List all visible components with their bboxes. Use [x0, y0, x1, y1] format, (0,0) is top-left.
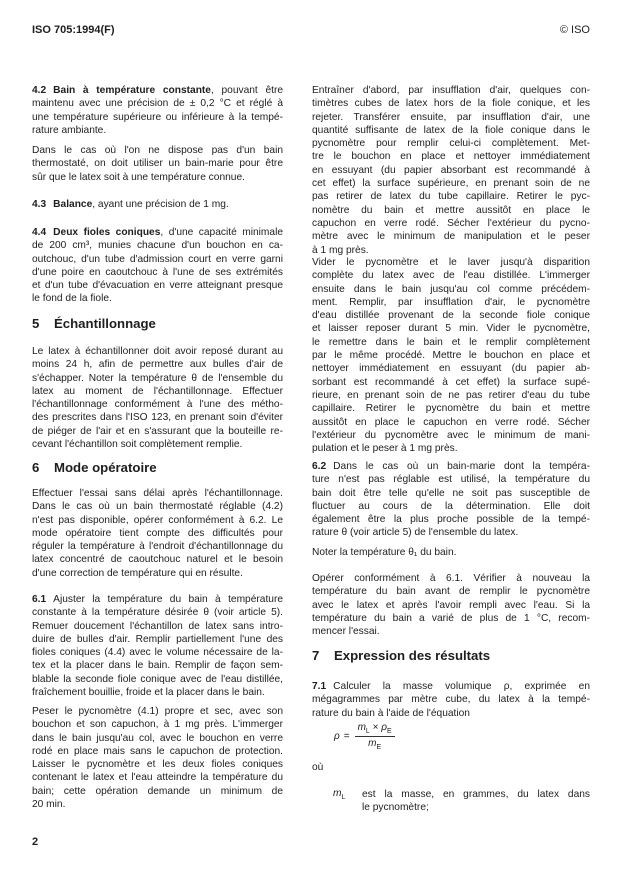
- text-line: pas retirer de latex du tube capillaire. Retirer le pyc-: [312, 191, 590, 203]
- text-line: de piéger de l'air et en s'assurant que la bouteille re-: [32, 425, 283, 437]
- text-line: température du bain a varié de plus de 1 °C, recom-: [312, 612, 590, 624]
- text-line: complète du latex avec de l'eau distillée. L'immerger: [312, 270, 590, 282]
- text-line: contenant le latex et l'eau atteindre la température du: [32, 772, 283, 784]
- text-line: [32, 226, 283, 239]
- clause-6-2-note: [312, 546, 590, 559]
- text-line: le remettre dans le bain et le remplir complètement: [312, 336, 590, 348]
- text-line: Le latex à échantillonner doit avoir reposé durant au: [32, 346, 283, 357]
- text-line: quantité suffisante de latex de la fiole conique dans le: [312, 124, 590, 136]
- text-line: avec le latex et après l'avoir rempli avec l'eau. Si la: [312, 599, 590, 611]
- heading-7: [312, 648, 490, 663]
- times-sign: ×: [372, 722, 379, 733]
- subscript: L: [365, 728, 370, 735]
- formula-fraction: [355, 722, 395, 751]
- clause-number: 7.1: [312, 681, 327, 692]
- text-line: [32, 198, 283, 211]
- section-6-text: [32, 487, 283, 580]
- text-line: sûr que le latex soit à une température connue.: [32, 171, 245, 183]
- definition-line: le pycnomètre;: [362, 802, 429, 814]
- clause-4-4: [32, 226, 283, 306]
- text-line: d'une poire en caoutchouc à l'une de ses extrémités: [32, 266, 283, 278]
- text-line: pulation et le peser à 1 mg près.: [312, 443, 458, 455]
- heading-title: Expression des résultats: [334, 648, 491, 663]
- text-line: d'une correction de température qui en résulte.: [32, 567, 243, 579]
- text-line: tre le bouchon en place et nettoyer immédiatement: [312, 151, 590, 163]
- text-line: latex au moment de l'échantillonnage. Effectuer: [32, 385, 283, 397]
- clause-number: 4.4: [32, 227, 47, 238]
- latex-filling-text: [312, 84, 590, 257]
- heading-title: Échantillonnage: [54, 316, 156, 331]
- text-line: Noter la température θ₁ du bain.: [312, 547, 457, 558]
- text-line: Laisser le pycnomètre et les deux fioles coniques: [32, 759, 283, 771]
- clause-title: Deux fioles coniques: [53, 227, 161, 238]
- text-line: Effectuer l'essai sans délai après l'échantillonnage.: [32, 488, 283, 499]
- text-line: Peser le pycnomètre (4.1) propre et sec, avec son: [32, 706, 283, 717]
- symbol-rho: ρ: [381, 722, 387, 733]
- document-id: ISO 705:1994(F): [32, 24, 115, 36]
- clause-4-3: [32, 198, 283, 211]
- text-line: des prescrites dans l'ISO 123, en prenant soin d'éviter: [32, 412, 283, 424]
- text-line: Dans le cas où un bain thermostaté réglable (4.2): [32, 501, 283, 513]
- text-line: rature du bain à l'aide de l'équation: [312, 707, 470, 719]
- text-line: [312, 460, 590, 473]
- page-number: 2: [32, 836, 39, 848]
- clause-4-2-note: [32, 144, 283, 184]
- text-line: Remuer doucement l'échantillon de latex sans intro-: [32, 620, 283, 632]
- clause-7-1: [312, 680, 590, 720]
- text-line: duire de bulles d'air. Remplir partiellement l'une des: [32, 633, 283, 645]
- clause-6-1: [32, 593, 283, 699]
- text-line: latex concentré de caoutchouc naturel et le besoin: [32, 554, 283, 566]
- text-line: nettoyer immédiatement en essuyant (du papier ab-: [312, 363, 590, 375]
- text-line: le fond de la fiole.: [32, 293, 112, 305]
- clause-text: Calculer la masse volumique ρ, exprimée en: [333, 681, 590, 692]
- text-line: outchouc, d'un tube d'admission court en verre garni: [32, 253, 283, 265]
- text-line: et laisser reposer durant 5 min. Vider le pycnomètre,: [312, 323, 590, 335]
- clause-6-2: [312, 460, 590, 540]
- text-line: cet effet) la surface supérieure, en prenant soin de ne: [312, 178, 590, 190]
- text-line: [32, 593, 283, 606]
- text-line: mencer l'essai.: [312, 626, 380, 638]
- text-line: fluctuer au cours de la détermination. Elle doit: [312, 500, 590, 512]
- text-line: capillaire. Retirer le pycnomètre du bain et mettre: [312, 403, 590, 415]
- text-line: moins 24 h, afin de permettre aux bulles d'air de: [32, 359, 283, 371]
- text-line: mégagrammes par mètre cube, du latex à la tempé-: [312, 694, 590, 706]
- text-line: rejeter. Transférer ensuite, par insufflation d'air, une: [312, 111, 590, 123]
- symbol-m: m: [357, 722, 366, 733]
- text-line: rature ambiante.: [32, 124, 107, 136]
- text-line: timètres cubes de latex hors de la fiole conique, et les: [312, 98, 590, 110]
- text-line: cevant l'échantillon soit complètement remplie.: [32, 439, 243, 451]
- clause-text: Dans le cas où un bain-marie dont la tempéra-: [333, 461, 590, 472]
- text-line: fioles coniques (4.4) avec le volume nécessaire de la-: [32, 647, 283, 659]
- clause-text: , d'une capacité minimale: [160, 227, 283, 238]
- clause-number: 4.2: [32, 85, 47, 96]
- subscript: E: [386, 728, 392, 735]
- text-line: bain; cette opération demande un minimum de: [32, 785, 283, 797]
- clause-number: 4.3: [32, 199, 47, 210]
- heading-number: 6: [32, 460, 40, 475]
- text-line: rieure, en prenant soin de ne pas retirer d'eau du tube: [312, 389, 590, 401]
- text-line: ture n'est pas réglable est utilisé, la température du: [312, 474, 590, 486]
- text-line: s'échapper. Noter la température θ de l'ensemble du: [32, 372, 283, 384]
- text-line: d'eau distillée provenant de la seconde fiole conique: [312, 310, 590, 322]
- clause-title: Bain à température constante: [53, 85, 211, 96]
- clause-text: , ayant une précision de 1 mg.: [92, 199, 229, 210]
- text-line: constante à la température désirée θ (voir article 5).: [32, 607, 283, 619]
- text-line: à 1 mg près.: [312, 244, 369, 256]
- definition-symbol: [333, 788, 345, 801]
- clause-6-1-weighing: [32, 705, 283, 811]
- copyright-mark: © ISO: [559, 24, 590, 36]
- text-line: [312, 680, 590, 693]
- clause-title: Balance: [53, 199, 93, 210]
- heading-number: 7: [312, 648, 320, 663]
- where-label: où: [312, 762, 324, 773]
- text-line: et d'un tube d'évacuation en verre atteignant presque: [32, 280, 283, 292]
- subscript: L: [341, 794, 346, 802]
- text-line: l'échantillonnage conformément à l'une des métho-: [32, 399, 283, 411]
- text-line: une température supérieure ou inférieure à la tempé-: [32, 111, 283, 123]
- text-line: [32, 84, 283, 97]
- text-line: rodé en place mais sans le capuchon de protection.: [32, 745, 283, 757]
- text-line: mètre avec le minimum de manipulation et le peser: [312, 231, 590, 243]
- formula-denominator: [368, 737, 381, 751]
- text-line: par le même procédé. Mettre le bouchon en place et: [312, 350, 590, 362]
- text-line: en essuyant (du papier absorbant est recommandé à: [312, 164, 590, 176]
- text-line: thermostaté, on doit utiliser un bain-marie pour être: [32, 158, 283, 170]
- text-line: maintenu avec une précision de ± 0,2 °C et réglé à: [32, 98, 283, 110]
- text-line: mode opératoire tient compte des difficultés pour: [32, 527, 283, 539]
- clause-6-2-procedure: [312, 572, 590, 638]
- formula-equals: =: [343, 731, 350, 742]
- text-line: n'est pas disponible, opérer conformément à 6.2. Le: [32, 514, 283, 526]
- text-line: ment. Remplir, par insufflation d'air, le pycnomètre: [312, 296, 590, 308]
- water-filling-text: [312, 256, 590, 455]
- text-line: capuchon en verre rodé. Sécher l'extérieur du pycno-: [312, 217, 590, 229]
- clause-4-2: [32, 84, 283, 137]
- text-line: de 200 cm³, munies chacune d'un bouchon en ca-: [32, 240, 283, 252]
- text-line: sorbant est recommandé à cet effet) la surface supé-: [312, 376, 590, 388]
- symbol-m: m: [333, 788, 342, 799]
- text-line: bain doit être telle qu'elle ne soit pas susceptible de: [312, 487, 590, 499]
- text-line: Vider le pycnomètre et le laver jusqu'à disparition: [312, 257, 590, 268]
- text-line: dans le bain jusqu'au col, avec le bouchon en verre: [32, 732, 283, 744]
- text-line: réguler la température à l'endroit d'échantillonnage du: [32, 541, 283, 553]
- text-line: rature θ (voir article 5) de l'ensemble du latex.: [312, 527, 519, 539]
- text-line: Entraîner d'abord, par insufflation d'air, quelques con-: [312, 85, 590, 96]
- text-line: également être la plus proche possible de la tempé-: [312, 514, 590, 526]
- symbol-m: m: [368, 738, 377, 749]
- heading-title: Mode opératoire: [54, 460, 157, 475]
- clause-text: , pouvant être: [210, 85, 283, 96]
- text-line: nomètre du bain et mettre aussitôt en place le: [312, 204, 590, 216]
- text-line: pycnomètre pour remplir celui-ci complètement. Met-: [312, 138, 590, 150]
- text-line: aussitôt en place le capuchon en verre rodé. Sécher: [312, 416, 590, 428]
- text-line: 20 min.: [32, 799, 66, 811]
- density-equation: [334, 722, 395, 751]
- text-line: tex et la placer dans le bain. Remplir de façon sem-: [32, 660, 283, 672]
- text-line: fraîchement bouillie, froide et la placer dans le bain.: [32, 687, 265, 699]
- text-line: blable la seconde fiole conique avec de l'eau distillée,: [32, 673, 283, 685]
- text-line: Opérer conformément à 6.1. Vérifier à nouveau la: [312, 573, 590, 584]
- text-line: ensuite dans le bain jusqu'au col comme précédem-: [312, 283, 590, 295]
- text-line: l'extérieur du pycnomètre avec le minimum de mani-: [312, 429, 590, 441]
- clause-number: 6.1: [32, 594, 47, 605]
- heading-5: [32, 316, 156, 331]
- text-line: Dans le cas où l'on ne dispose pas d'un bain: [32, 145, 283, 156]
- heading-6: [32, 460, 157, 475]
- definition-description: [362, 788, 590, 815]
- clause-text: Ajuster la température du bain à température: [53, 594, 283, 605]
- section-5-text: [32, 345, 283, 451]
- text-line: bouchon et son capuchon, à 1 mg près. L'immerger: [32, 719, 283, 731]
- heading-number: 5: [32, 316, 40, 331]
- clause-number: 6.2: [312, 461, 327, 472]
- text-line: température du bain avant de remplir le pycnomètre: [312, 586, 590, 598]
- definition-line: est la masse, en grammes, du latex dans: [362, 789, 590, 800]
- formula-numerator: [355, 722, 395, 737]
- formula-lhs: ρ: [334, 731, 340, 742]
- subscript: E: [376, 744, 382, 751]
